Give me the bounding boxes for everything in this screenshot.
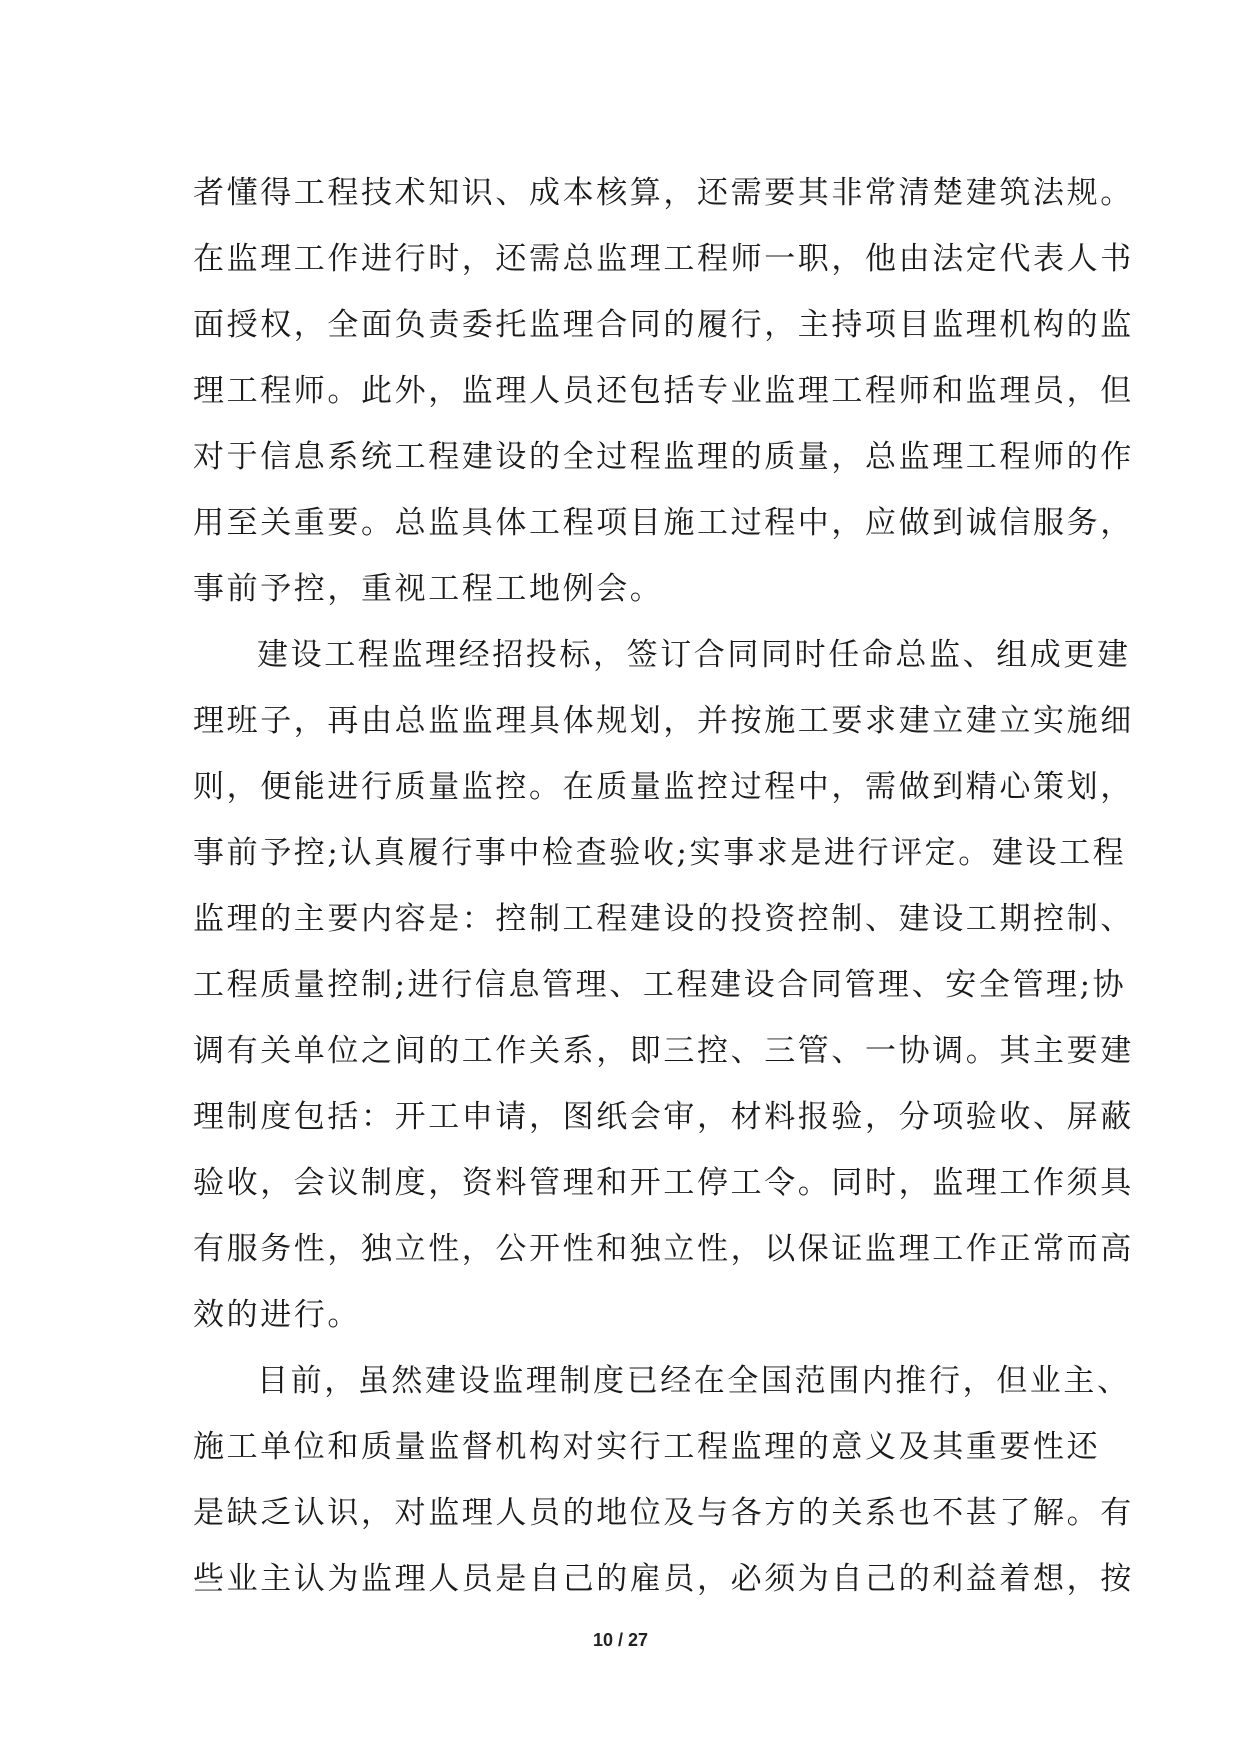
text-line: 理制度包括：开工申请，图纸会审，材料报验，分项验收、屏蔽 [193,1099,1134,1135]
text-line: 对于信息系统工程建设的全过程监理的质量，总监理工程师的作 [193,439,1134,475]
text-line: 理工程师。此外，监理人员还包括专业监理工程师和监理员，但 [193,373,1134,409]
text-line: 面授权，全面负责委托监理合同的履行，主持项目监理机构的监 [193,307,1134,343]
text-line: 些业主认为监理人员是自己的雇员，必须为自己的利益着想，按 [193,1561,1134,1597]
text-line: 验收，会议制度，资料管理和开工停工令。同时，监理工作须具 [193,1165,1134,1201]
text-line: 目前，虽然建设监理制度已经在全国范围内推行，但业主、 [257,1363,1131,1399]
paragraph [193,1348,1134,1612]
page-number: 10 / 27 [592,1630,649,1650]
text-line: 监理的主要内容是：控制工程建设的投资控制、建设工期控制、 [193,901,1134,937]
paragraph [193,622,1134,1348]
text-line: 用至关重要。总监具体工程项目施工过程中，应做到诚信服务， [193,505,1134,541]
text-line: 是缺乏认识，对监理人员的地位及与各方的关系也不甚了解。有 [193,1495,1134,1531]
text-line: 有服务性，独立性，公开性和独立性，以保证监理工作正常而高 [193,1231,1134,1267]
text-line: 在监理工作进行时，还需总监理工程师一职，他由法定代表人书 [193,241,1134,277]
text-line: 工程质量控制;进行信息管理、工程建设合同管理、安全管理;协 [193,967,1127,1003]
text-line: 效的进行。 [193,1297,361,1333]
text-line: 事前予控;认真履行事中检查验收;实事求是进行评定。建设工程 [193,835,1127,871]
text-line: 则，便能进行质量监控。在质量监控过程中，需做到精心策划， [193,769,1134,805]
text-line: 建设工程监理经招投标，签订合同同时任命总监、组成更建 [257,637,1131,673]
text-line: 事前予控，重视工程工地例会。 [193,571,664,607]
text-line: 调有关单位之间的工作关系，即三控、三管、一协调。其主要建 [193,1033,1134,1069]
paragraph [193,160,1134,622]
text-line: 理班子，再由总监监理具体规划，并按施工要求建立建立实施细 [193,703,1134,739]
text-line: 施工单位和质量监督机构对实行工程监理的意义及其重要性还 [193,1429,1101,1465]
text-line: 者懂得工程技术知识、成本核算，还需要其非常清楚建筑法规。 [193,175,1134,211]
document-body [193,160,1134,1612]
